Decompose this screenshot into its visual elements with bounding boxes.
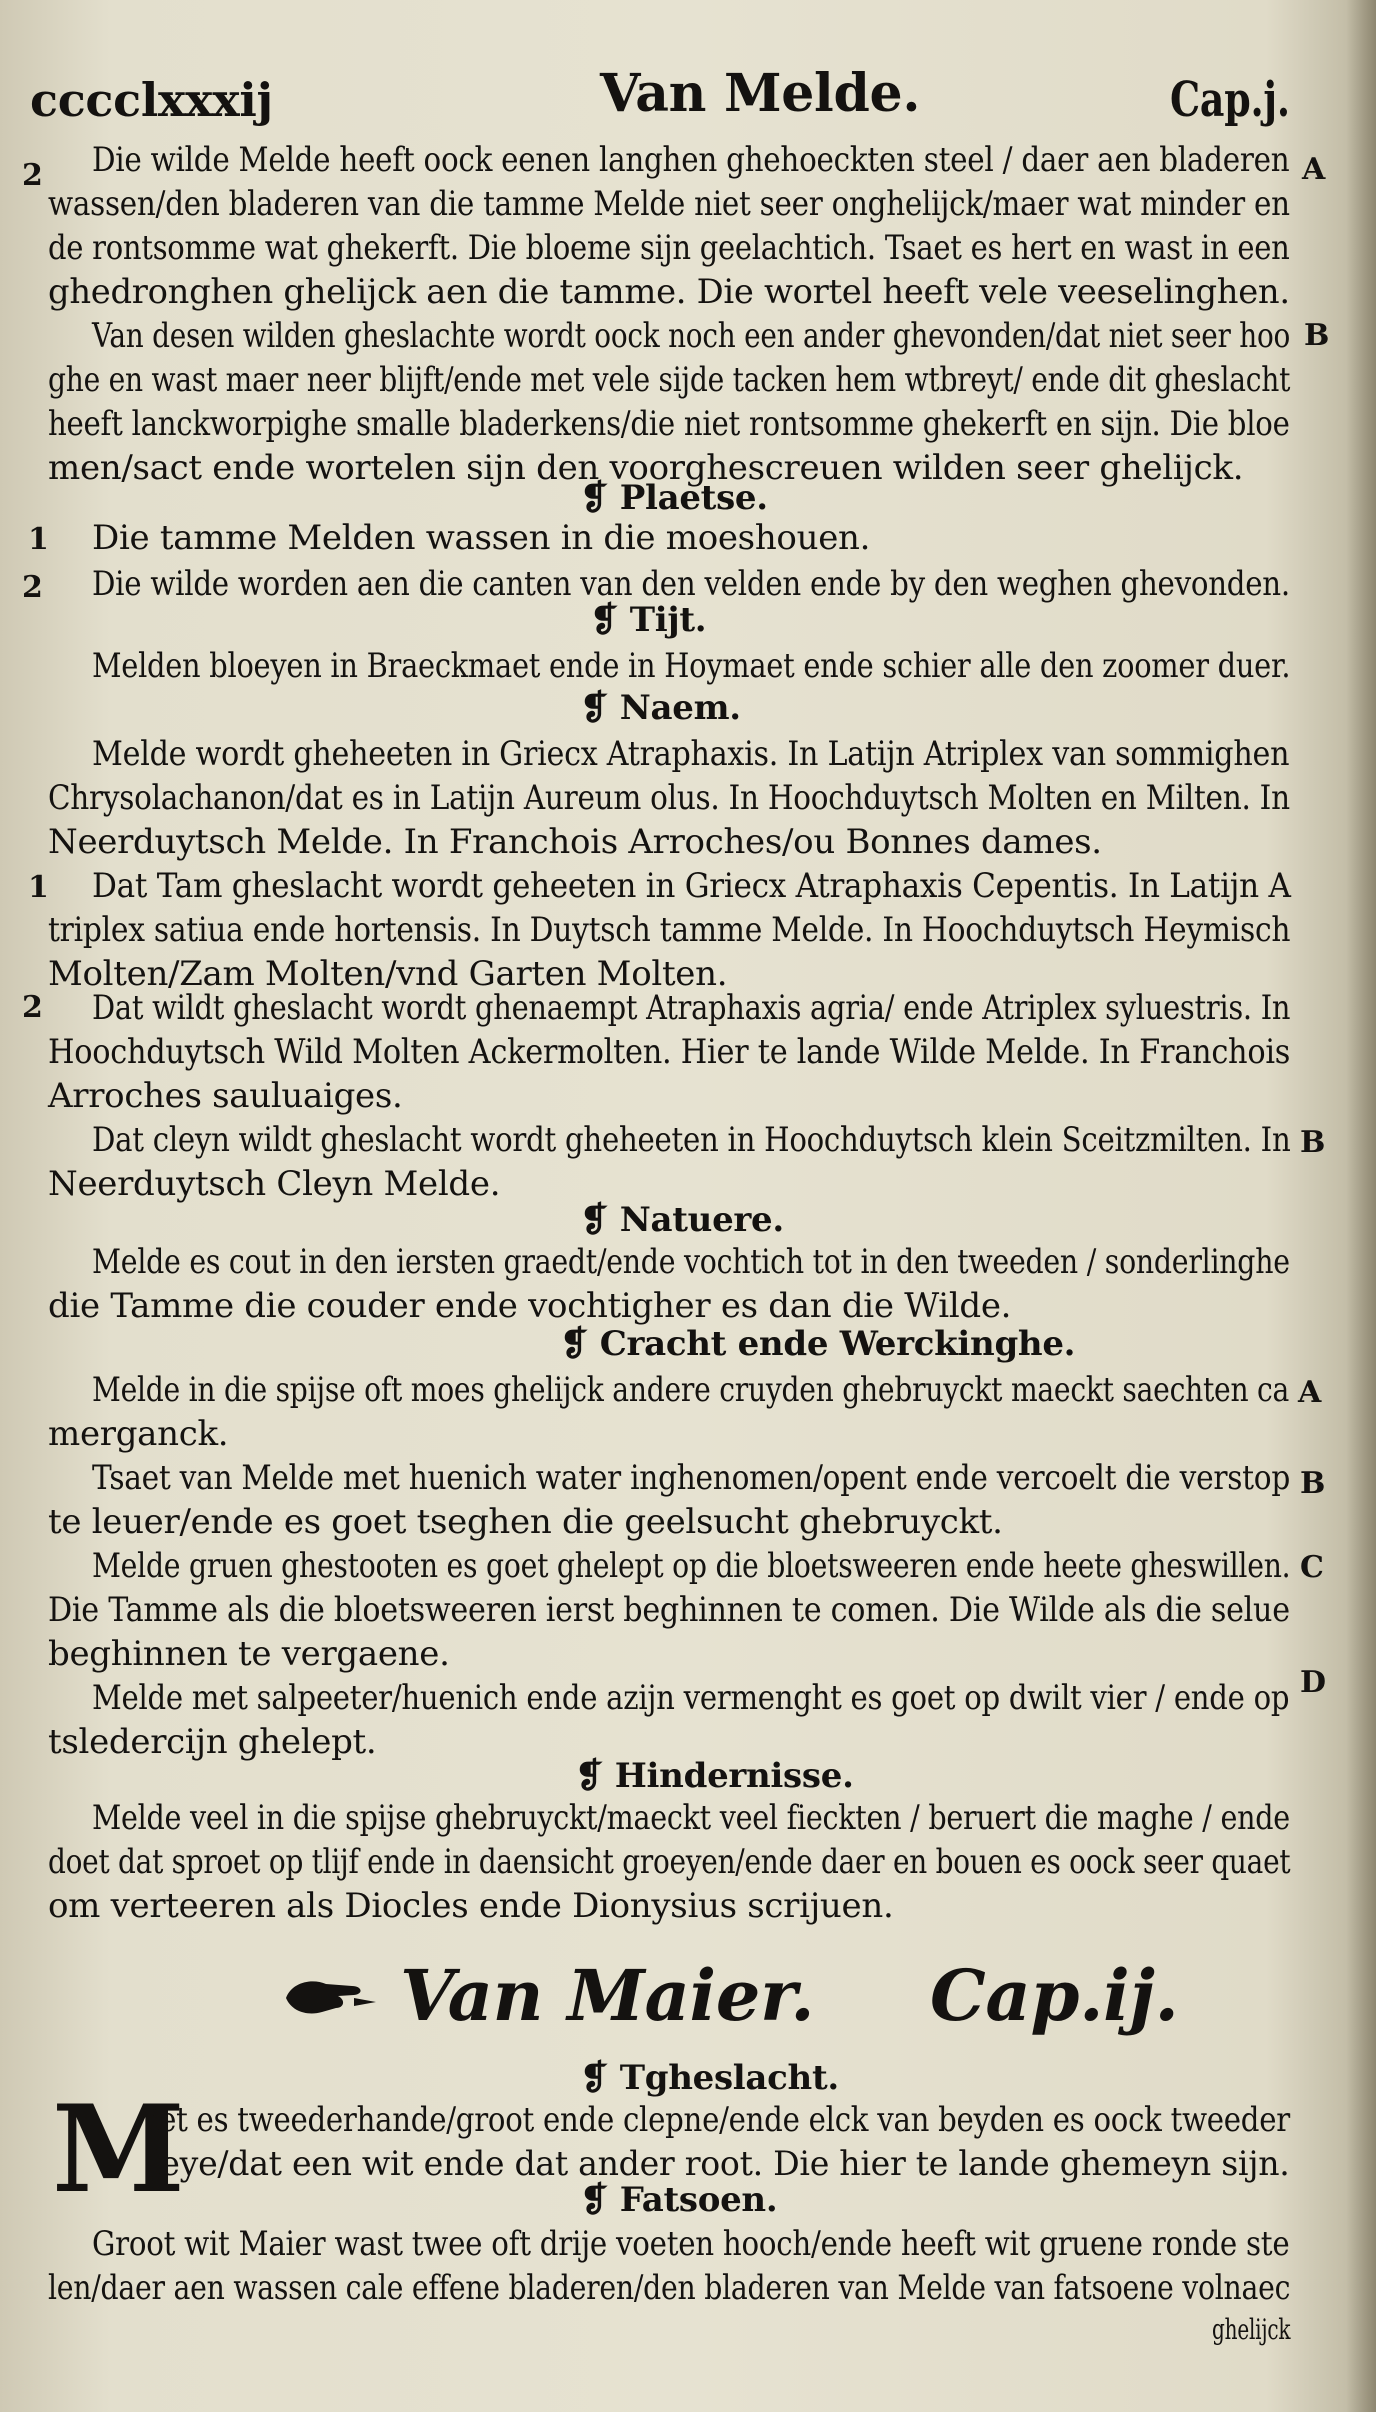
- section-heading: ❡ Tgheslacht.: [580, 2058, 839, 2098]
- text-line: Neerduytsch Cleyn Melde.: [48, 1164, 501, 1204]
- section-heading: ❡ Plaetse.: [580, 478, 768, 518]
- text-line: doet dat sproet op tlijf ende in daensicht groeyen/ende daer en bouen es oock seer quaet: [48, 1842, 1291, 1882]
- text-line: die Tamme die couder ende vochtigher es dan die Wilde.: [48, 1286, 1012, 1326]
- text-line: Melde gruen ghestooten es goet ghelept op die bloetsweeren ende heete gheswillen.: [92, 1546, 1291, 1586]
- text-line: Melde met salpeeter/huenich ende azijn vermenght es goet op dwilt vier / ende op: [92, 1678, 1290, 1718]
- text-line: de rontsomme wat ghekerft. Die bloeme sijn geelachtich. Tsaet es hert en wast in een: [48, 228, 1290, 268]
- text-line: Dat Tam gheslacht wordt geheeten in Griecx Atraphaxis Cepentis. In Latijn A: [92, 866, 1291, 906]
- text-line: Neerduytsch Melde. In Franchois Arroches/ou Bonnes dames.: [48, 822, 1102, 862]
- margin-letter: B: [1300, 1466, 1326, 1501]
- margin-number: 2: [22, 158, 43, 193]
- text-line: Van desen wilden gheslachte wordt oock noch een ander ghevonden/dat niet seer hoo: [92, 316, 1291, 356]
- text-line: Melde es cout in den iersten graedt/ende vochtich tot in den tweeden / sonderlinghe: [92, 1242, 1290, 1282]
- page-spine-shadow: [1346, 0, 1376, 2412]
- margin-letter: C: [1300, 1550, 1324, 1585]
- text-line: Melde veel in die spijse ghebruyckt/maeckt veel fieckten / beruert die maghe / ende: [92, 1798, 1290, 1838]
- text-line: Melde in die spijse oft moes ghelijck andere cruyden ghebruyckt maeckt saechten ca: [92, 1370, 1290, 1410]
- text-line: iet es tweederhande/groot ende clepne/ende elck van beyden es oock tweeder: [150, 2100, 1290, 2140]
- text-line: Melde wordt gheheeten in Griecx Atraphaxis. In Latijn Atriplex van sommighen: [92, 734, 1290, 774]
- text-line: len/daer aen wassen cale effene bladeren/den bladeren van Melde van fatsoene volnaec: [48, 2268, 1291, 2308]
- margin-letter: A: [1298, 1375, 1322, 1410]
- margin-letter: B: [1304, 318, 1330, 353]
- text-line: ghelijck: [1212, 2313, 1291, 2346]
- margin-letter: B: [1300, 1125, 1326, 1160]
- chapter-title: Van Maier.: [400, 1954, 815, 2037]
- text-line: Chrysolachanon/dat es in Latijn Aureum olus. In Hoochduytsch Molten en Milten. In: [48, 778, 1290, 818]
- text-line: Die wilde worden aen die canten van den velden ende by den weghen ghevonden.: [92, 564, 1290, 604]
- text-line: merganck.: [48, 1414, 229, 1454]
- text-line: Die wilde Melde heeft oock eenen langhen ghehoeckten steel / daer aen bladeren: [92, 140, 1290, 180]
- text-line: Hoochduytsch Wild Molten Ackermolten. Hier te lande Wilde Melde. In Franchois: [48, 1032, 1291, 1072]
- text-line: om verteeren als Diocles ende Dionysius scrijuen.: [48, 1886, 894, 1926]
- pointing-hand-icon: [282, 1968, 382, 2028]
- text-line: wassen/den bladeren van die tamme Melde niet seer onghelijck/maer wat minder en: [48, 184, 1290, 224]
- margin-number: 1: [28, 870, 49, 905]
- text-line: Dat wildt gheslacht wordt ghenaempt Atraphaxis agria/ ende Atriplex syluestris. In: [92, 988, 1291, 1028]
- drop-capital: M: [52, 2079, 185, 2220]
- text-line: Molten/Zam Molten/vnd Garten Molten.: [48, 954, 728, 994]
- section-heading: ❡ Fatsoen.: [580, 2180, 778, 2220]
- running-title: Van Melde.: [600, 63, 921, 124]
- chapter-reference: Cap.j.: [1170, 72, 1290, 128]
- margin-number: 1: [28, 522, 49, 557]
- text-line: heeft lanckworpighe smalle bladerkens/die niet rontsomme ghekerft en sijn. Die bloe: [48, 404, 1290, 444]
- section-heading: ❡ Natuere.: [580, 1200, 784, 1240]
- section-heading: ❡ Tijt.: [590, 600, 707, 640]
- margin-letter: D: [1300, 1665, 1327, 1700]
- text-line: Die Tamme als die bloetsweeren ierst beghinnen te comen. Die Wilde als die selue: [48, 1590, 1290, 1630]
- text-line: men/sact ende wortelen sijn den voorghescreuen wilden seer ghelijck.: [48, 448, 1244, 488]
- section-heading: ❡ Hindernisse.: [575, 1756, 854, 1796]
- folio-number: cccclxxxij: [30, 73, 273, 127]
- text-line: Arroches sauluaiges.: [48, 1076, 403, 1116]
- text-line: beghinnen te vergaene.: [48, 1634, 450, 1674]
- text-line: Melden bloeyen in Braeckmaet ende in Hoymaet ende schier alle den zoomer duer.: [92, 646, 1291, 686]
- margin-letter: A: [1302, 152, 1326, 187]
- text-line: Dat cleyn wildt gheslacht wordt gheheeten in Hoochduytsch klein Sceitzmilten. In: [92, 1120, 1291, 1160]
- text-line: triplex satiua ende hortensis. In Duytsch tamme Melde. In Hoochduytsch Heymisch: [48, 910, 1291, 950]
- text-line: ghe en wast maer neer blijft/ende met vele sijde tacken hem wtbreyt/ ende dit gheslacht: [48, 360, 1291, 400]
- text-line: te leuer/ende es goet tseghen die geelsucht ghebruyckt.: [48, 1502, 1003, 1542]
- text-line: leye/dat een wit ende dat ander root. Die hier te lande ghemeyn sijn.: [150, 2144, 1290, 2184]
- margin-number: 2: [22, 990, 43, 1025]
- chapter-number: Cap.ij.: [930, 1954, 1179, 2037]
- text-line: tsledercijn ghelept.: [48, 1722, 377, 1762]
- section-heading: ❡ Cracht ende Werckinghe.: [560, 1324, 1076, 1364]
- text-line: ghedronghen ghelijck aen die tamme. Die wortel heeft vele veeselinghen.: [48, 272, 1290, 312]
- margin-number: 2: [22, 570, 43, 605]
- section-heading: ❡ Naem.: [580, 688, 741, 728]
- text-line: Die tamme Melden wassen in die moeshouen.: [92, 518, 871, 558]
- text-line: Groot wit Maier wast twee oft drije voeten hooch/ende heeft wit gruene ronde ste: [92, 2224, 1290, 2264]
- text-line: Tsaet van Melde met huenich water inghenomen/opent ende vercoelt die verstop: [92, 1458, 1291, 1498]
